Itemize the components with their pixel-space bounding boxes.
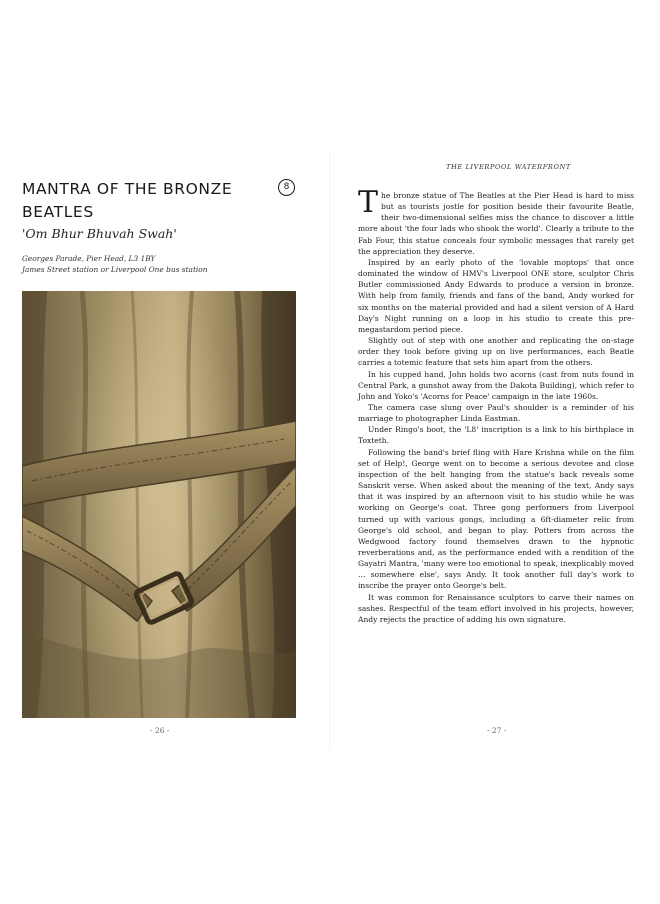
entry-subtitle: 'Om Bhur Bhuvah Swah' [22, 226, 177, 241]
paragraph: The bronze statue of The Beatles at the Pier Head is hard to miss but as tourists jostle for position beside their favourite Beatle, their two-dimensional selfies miss the chance to discover a little more about 'the four lads who shook the world'. Clearly a tribute to the Fab Four, this statue conceals four symbolic messages that rarely get the appreciation they deserve. [358, 185, 634, 256]
paragraph: Slightly out of step with one another and replicating the on-stage order they took before giving up on live performances, each Beatle carries a totemic feature that sets him apart from the others. [358, 336, 634, 368]
bronze-statue-image [22, 291, 296, 718]
paragraph: Following the band's brief fling with Hare Krishna while on the film set of Help!, George went on to become a serious devotee and close inspection of the belt hanging from the statue's back reveals some Sanskrit verse. When asked about the meaning of the text, Andy says that it was inspired by an afternoon visit to his studio while he was working on George's coat. Three gong performers from Liverpool turned up with various gongs, including a 6ft-diameter relic from George's old school, and began to play. Potters from across the Wedgwood factory found themselves drawn to the hypnotic reverberations and, as the performance ended with a rendition of the Gayatri Mantra, 'many were too emotional to speak, inexplicably moved … somewhere else', says Andy. It took another full day's work to inscribe the prayer onto George's belt. [358, 447, 634, 591]
page-gutter [329, 150, 331, 750]
entry-title: MANTRA OF THE BRONZE BEATLES [22, 180, 233, 221]
paragraph: In his cupped hand, John holds two acorns (cast from nuts found in Central Park, a gunshot away from the Dakota Building), which refer to John and Yoko's 'Acorns for Peace' campaign in the late 1960s. [358, 369, 634, 401]
transport-line: James Street station or Liverpool One bus station [22, 264, 208, 274]
statue-photo [22, 291, 296, 718]
address-line: Georges Parade, Pier Head, L3 1BY [22, 254, 156, 263]
running-head: THE LIVERPOOL WATERFRONT [446, 163, 571, 171]
paragraph: The camera case slung over Paul's shoulder is a reminder of his marriage to photographer Linda Eastman. [358, 402, 634, 424]
page-number-right: - 27 - [487, 726, 507, 735]
drop-cap: T [358, 185, 379, 220]
paragraph: Under Ringo's boot, the 'L8' inscription is a link to his birthplace in Toxteth. [358, 425, 634, 446]
article-body [358, 185, 634, 625]
paragraph: Inspired by an early photo of the 'lovable moptops' that once dominated the window of HMV's Liverpool ONE store, sculptor Chris Butler commissioned Andy Edwards to produce a version in bronze. With help from family, friends and fans of the band, Andy worked for six months on the material provided and had a silent version of A Hard Day's Night running on a loop in his studio to create this pre-megastardom period piece. [358, 257, 634, 334]
entry-number-badge: 8 [278, 179, 295, 196]
page-number-left: - 26 - [150, 726, 170, 735]
paragraph: It was common for Renaissance sculptors to carve their names on sashes. Respectful of the team effort involved in his projects, however, Andy rejects the practice of adding his own signature. [358, 592, 634, 624]
entry-address [22, 254, 208, 275]
